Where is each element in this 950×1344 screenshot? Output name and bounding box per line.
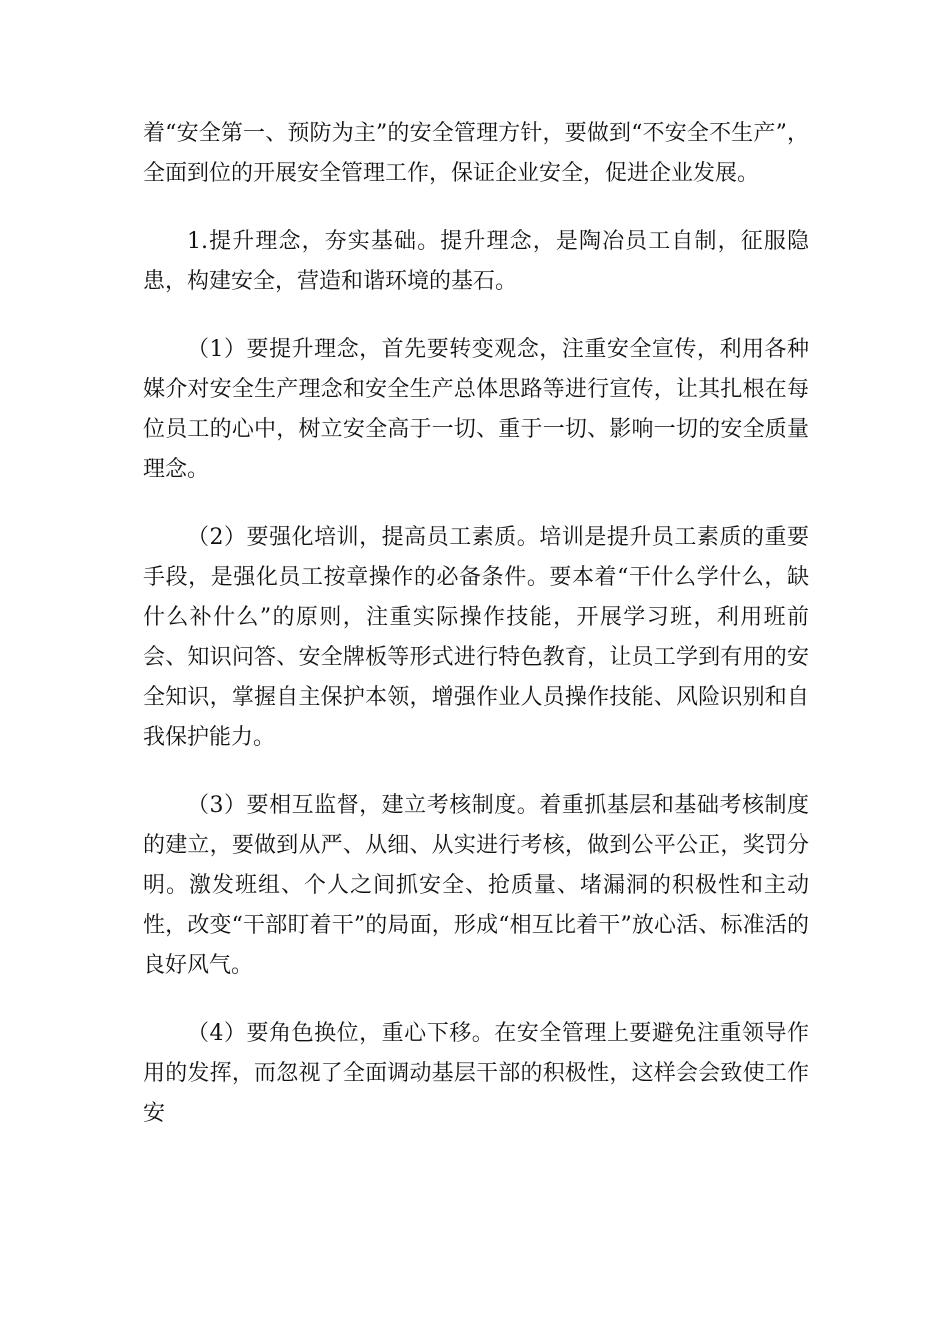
paragraph-item-1: （1）要提升理念，首先要转变观念，注重安全宣传，利用各种媒介对安全生产理念和安全生产总体思路等进行宣传，让其扎根在每位员工的心中，树立安全高于一切、重于一切、影响一切的安全质量理念。	[143, 337, 809, 482]
document-body	[143, 114, 809, 1162]
paragraph-item-2: （2）要强化培训，提高员工素质。培训是提升员工素质的重要手段，是强化员工按章操作的必备条件。要本着“干什么学什么，缺什么补什么”的原则，注重实际操作技能，开展学习班，利用班前会、知识问答、安全牌板等形式进行特色教育，让员工学到有用的安全知识，掌握自主保护本领，增强作业人员操作技能、风险识别和自我保护能力。	[143, 525, 809, 750]
paragraph-item-4: （4）要角色换位，重心下移。在安全管理上要避免注重领导作用的发挥，而忽视了全面调动基层干部的积极性，这样会会致使工作安	[143, 1021, 809, 1126]
paragraph-section-1: 1.提升理念，夯实基础。提升理念，是陶冶员工自制，征服隐患，构建安全，营造和谐环境的基石。	[143, 229, 809, 294]
paragraph-item-3: （3）要相互监督，建立考核制度。着重抓基层和基础考核制度的建立，要做到从严、从细、从实进行考核，做到公平公正，奖罚分明。激发班组、个人之间抓安全、抢质量、堵漏洞的积极性和主动性，改变“干部盯着干”的局面，形成“相互比着干”放心活、标准活的良好风气。	[143, 793, 809, 978]
paragraph-continuation: 着“安全第一、预防为主”的安全管理方针，要做到“不安全不生产”，全面到位的开展安全管理工作，保证企业安全，促进企业发展。	[143, 121, 809, 186]
